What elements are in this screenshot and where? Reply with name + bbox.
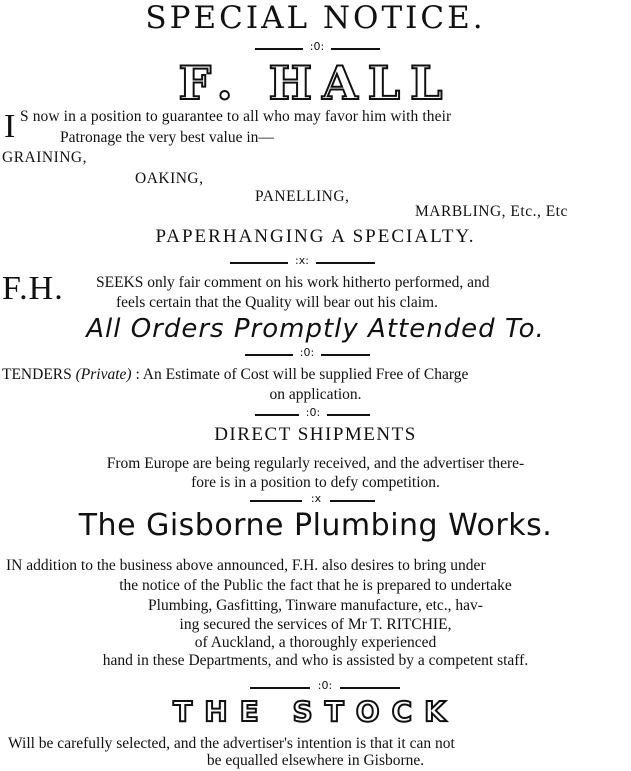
plumbing-line-1: IN addition to the business above announced, F.H. also desires to bring under xyxy=(6,557,486,574)
divider-2-mark: :x: xyxy=(295,254,309,267)
shipments-line-1: From Europe are being regularly received, and the advertiser there- xyxy=(106,455,525,472)
business-name: F. HALL xyxy=(178,56,453,110)
service-graining: GRAINING, xyxy=(2,149,88,166)
intro-line-2: Patronage the very best value in— xyxy=(60,129,274,146)
notice-title: SPECIAL NOTICE. xyxy=(145,0,486,36)
divider-2 xyxy=(230,256,375,270)
paperhanging-specialty: PAPERHANGING A SPECIALTY. xyxy=(155,226,476,247)
service-oaking: OAKING, xyxy=(135,170,204,187)
service-panelling: PANELLING, xyxy=(255,188,350,205)
divider-1 xyxy=(255,42,380,56)
divider-3 xyxy=(245,348,370,362)
divider-3-mark: :0: xyxy=(299,346,315,359)
plumbing-heading: The Gisborne Plumbing Works. xyxy=(78,508,553,543)
tenders-line-2: on application. xyxy=(269,386,362,403)
divider-6-mark: :0: xyxy=(317,679,333,692)
divider-4 xyxy=(255,408,370,422)
stock-line-1: Will be carefully selected, and the advertiser's intention is that it can not xyxy=(8,735,455,752)
stock-heading: THE STOCK xyxy=(173,695,458,728)
divider-1-mark: :0: xyxy=(309,40,325,53)
plumbing-line-4: ing secured the services of Mr T. RITCHIE, xyxy=(179,616,452,633)
tenders-label: TENDERS xyxy=(2,366,72,383)
divider-6 xyxy=(250,681,400,695)
plumbing-line-3: Plumbing, Gasfitting, Tinware manufacture, etc., hav- xyxy=(148,597,483,614)
shipments-heading: DIRECT SHIPMENTS xyxy=(214,424,417,445)
plumbing-line-5: of Auckland, a thoroughly experienced xyxy=(194,634,437,651)
comment-line-2: feels certain that the Quality will bear out his claim. xyxy=(116,294,438,311)
divider-5 xyxy=(250,494,375,508)
intro-line-1: S now in a position to guarantee to all who may favor him with their xyxy=(20,108,452,125)
service-marbling: MARBLING, Etc., Etc xyxy=(415,203,568,220)
shipments-line-2: fore is in a position to defy competition. xyxy=(191,474,440,491)
stock-line-2: be equalled elsewhere in Gisborne. xyxy=(206,752,425,769)
comment-line-1: SEEKS only fair comment on his work hitherto performed, and xyxy=(96,274,490,291)
tenders-private: (Private) xyxy=(75,366,132,383)
fh-initials: F.H. xyxy=(2,270,64,307)
orders-promptly: All Orders Promptly Attended To. xyxy=(86,314,545,344)
intro-drop-cap: I xyxy=(4,108,16,145)
plumbing-line-6: hand in these Departments, and who is assisted by a competent staff. xyxy=(102,652,529,669)
divider-4-mark: :0: xyxy=(305,406,321,419)
tenders-line-1 xyxy=(2,366,468,384)
plumbing-line-2: the notice of the Public the fact that he is prepared to undertake xyxy=(119,577,512,594)
tenders-rest: : An Estimate of Cost will be supplied Free of Charge xyxy=(135,366,469,383)
divider-5-mark: :x xyxy=(310,492,322,505)
